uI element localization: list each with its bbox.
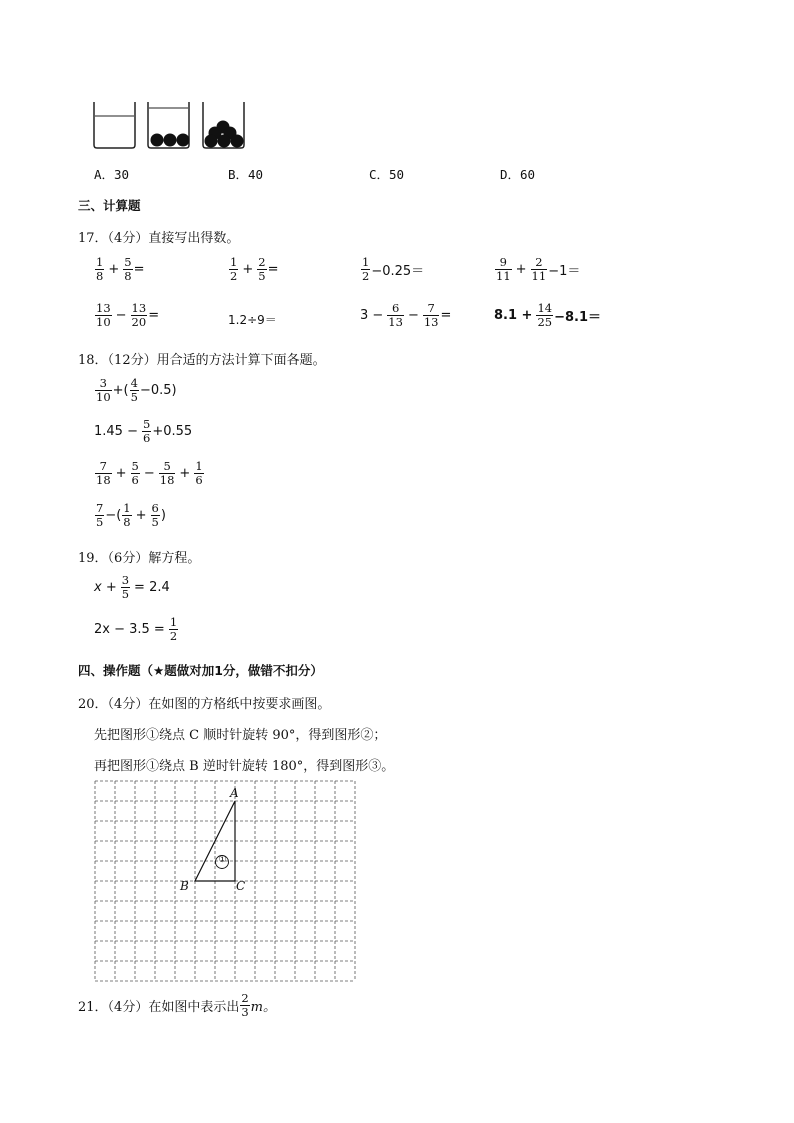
q18-expr-1: $\frac{3}{10}$ +( $\frac{4}{5}$ −0.5) (96, 376, 177, 404)
point-b-label: B (180, 879, 189, 893)
q18-expr-4: $\frac{7}{5}$ −( $\frac{1}{8}$ + $\frac{6}{5}$ ) (96, 501, 166, 529)
option-b: B．40 (228, 167, 264, 182)
section-title-calc: 三、计算题 (78, 198, 141, 213)
point-a-label: A (230, 786, 239, 800)
point-c-label: C (236, 879, 246, 893)
q17-item-3: $\frac{1}{2}$ −0.25＝ (362, 255, 425, 283)
q19-title: 19．（6分）解方程。 (78, 551, 201, 566)
q20-title: 20．（4分）在如图的方格纸中按要求画图。 (78, 697, 331, 712)
q17-item-7: 3 − $\frac{6}{13}$ − $\frac{7}{13}$ = (360, 301, 452, 329)
option-d: D．60 (500, 167, 536, 182)
q17-item-2: $\frac{1}{2}$ + $\frac{2}{5}$ = (230, 255, 279, 283)
q19-eq-2: 2x − 3.5 = $\frac{1}{2}$ (94, 615, 178, 643)
option-c: C．50 (369, 167, 405, 182)
q20-instruction-1: 先把图形①绕点 C 顺时针旋转 90°，得到图形②； (94, 728, 387, 743)
q19-eq-1: x + $\frac{3}{5}$ = 2.4 (94, 573, 170, 601)
q17-title: 17．（4分）直接写出得数。 (78, 231, 240, 246)
q21-title: 21．（4分）在如图中表示出 $\frac{2}{3}$ m。 (78, 991, 276, 1019)
q18-expr-3: $\frac{7}{18}$ + $\frac{5}{6}$ − $\frac{5}{18}$ + $\frac{1}{6}$ (96, 459, 203, 487)
shape-1-label: ① (218, 855, 227, 865)
section-title-operation: 四、操作题（★题做对加1分，做错不扣分） (78, 663, 323, 678)
q18-expr-2: 1.45 − $\frac{5}{6}$ +0.55 (94, 417, 193, 445)
q18-title: 18．（12分）用合适的方法计算下面各题。 (78, 353, 326, 368)
q17-item-8: 8.1 + $\frac{14}{25}$ −8.1＝ (494, 301, 602, 329)
option-a: A．30 (94, 167, 130, 182)
q17-item-1: $\frac{1}{8}$ + $\frac{5}{8}$ = (96, 255, 145, 283)
q17-item-5: $\frac{13}{10}$ − $\frac{13}{20}$ = (96, 301, 160, 329)
q20-instruction-2: 再把图形①绕点 B 逆时针旋转 180°，得到图形③。 (94, 759, 395, 774)
q17-item-4: $\frac{9}{11}$ + $\frac{2}{11}$ −1＝ (496, 255, 581, 283)
q17-item-6: 1.2÷9＝ (228, 313, 277, 327)
